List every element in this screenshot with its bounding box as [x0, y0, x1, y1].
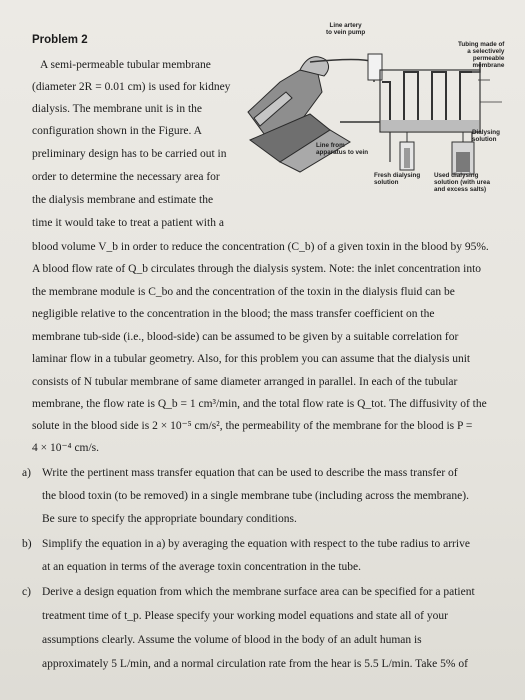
- body-line: the membrane module is C_bo and the concentration of the toxin in the dialysis fluid can be: [32, 286, 455, 298]
- question-line: assumptions clearly. Assume the volume of blood in the body of an adult human is: [42, 634, 422, 646]
- question-line: the blood toxin (to be removed) in a single membrane tube (including across the membrane).: [42, 490, 469, 502]
- body-line: A blood flow rate of Q_b circulates through the dialysis system. Note: the inlet concentration into: [32, 263, 482, 275]
- question-line: at an equation in terms of the average toxin concentration in the tube.: [42, 561, 362, 573]
- body-line: blood volume V_b in order to reduce the concentration (C_b) of a given toxin in the blood by 95%.: [32, 241, 489, 253]
- intro-line: (diameter 2R = 0.01 cm) is used for kidney: [32, 81, 231, 93]
- question-line: treatment time of t_p. Please specify your working model equations and state all of your: [42, 610, 448, 622]
- artery-label: Line artery to vein pump: [326, 22, 366, 36]
- used-solution-label: Used dialysing solution (with urea and excess salts): [434, 172, 490, 193]
- dialysis-figure: [240, 22, 510, 197]
- body-line: solute in the blood side is 2 × 10⁻⁵ cm/s², the permeability of the membrane for the blood is P =: [32, 420, 473, 432]
- problem-title: Problem 2: [32, 34, 88, 46]
- tubing-label: Tubing made of a selectively permeable membrane: [458, 41, 505, 69]
- intro-line: the dialysis membrane and estimate the: [32, 194, 214, 206]
- question-line: Be sure to specify the appropriate boundary conditions.: [42, 513, 297, 525]
- fresh-solution-label: Fresh dialysing solution: [374, 172, 421, 186]
- body-line: consists of N tubular membrane of same diameter arranged in parallel. In each of the tubular: [32, 376, 458, 388]
- intro-line: A semi-permeable tubular membrane: [40, 59, 211, 71]
- question-line: approximately 5 L/min, and a normal circulation rate from the hear is 5.5 L/min. Take 5% of: [42, 658, 468, 670]
- body-line: membrane tub-side (i.e., blood-side) can be assumed to be given by a suitable correlation for: [32, 331, 459, 343]
- question-marker: c): [22, 586, 31, 598]
- dialysing-label: Dialysing solution: [472, 129, 500, 143]
- body-line: negligible relative to the concentration in the blood; the mass transfer coefficient on the: [32, 308, 435, 320]
- intro-line: dialysis. The membrane unit is in the: [32, 103, 203, 115]
- question-marker: a): [22, 467, 31, 479]
- intro-line: configuration shown in the Figure. A: [32, 125, 202, 137]
- body-line: 4 × 10⁻⁴ cm/s.: [32, 442, 100, 454]
- body-line: membrane, the flow rate is Q_b = 1 cm³/min, and the total flow rate is Q_tot. The diffusivity of the: [32, 398, 487, 410]
- question-line: Simplify the equation in a) by averaging the equation with respect to the tube radius to arrive: [42, 538, 470, 550]
- question-line: Write the pertinent mass transfer equation that can be used to describe the mass transfer of: [42, 467, 458, 479]
- question-line: Derive a design equation from which the membrane surface area can be specified for a patient: [42, 586, 475, 598]
- line-from-label: Line from apparatus to vein: [316, 142, 369, 156]
- intro-line: time it would take to treat a patient with a: [32, 217, 224, 229]
- body-line: laminar flow in a tubular geometry. Also, for this problem you can assume that the dialysis unit: [32, 353, 471, 365]
- question-marker: b): [22, 538, 32, 550]
- intro-line: preliminary design has to be carried out in: [32, 148, 227, 160]
- intro-line: order to determine the necessary area for: [32, 171, 220, 183]
